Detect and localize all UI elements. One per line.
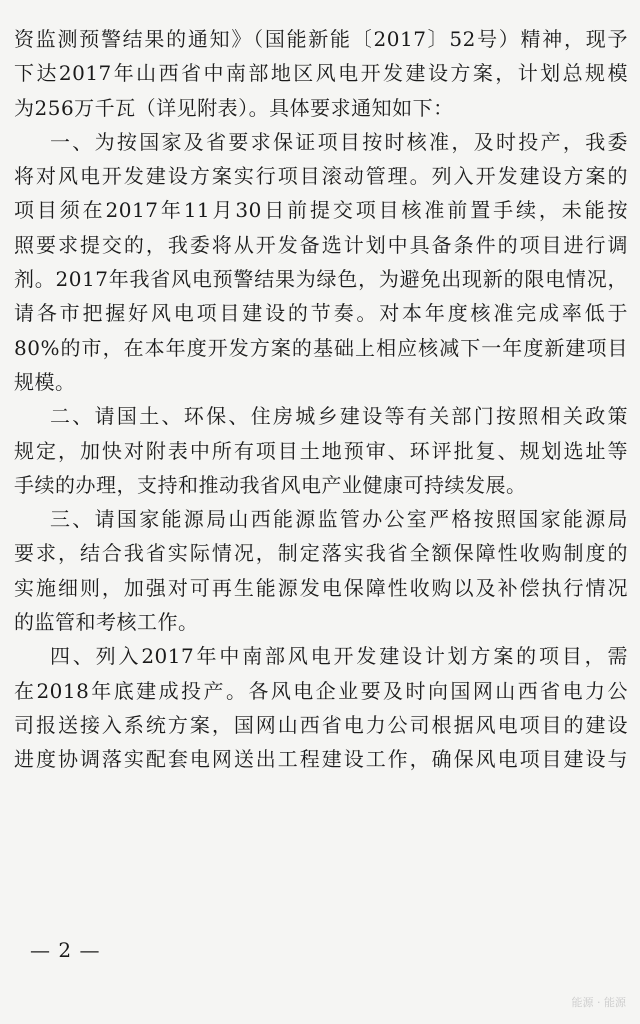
paragraph-1-line-3: 项目须在2017年11月30日前提交项目核准前置手续，未能按 [14,198,628,223]
paragraph-1-line-8: 规模。 [14,369,76,394]
paragraph-2-line-1: 二、请国土、环保、住房城乡建设等有关部门按照相关政策 [50,404,628,429]
paragraph-2-line-2: 规定，加快对附表中所有项目土地预审、环评批复、规划选址等 [14,438,628,463]
text-line-2: 下达2017年山西省中南部地区风电开发建设方案，计划总规模 [14,61,628,86]
paragraph-1-line-5: 剂。2017年我省风电预警结果为绿色，为避免出现新的限电情况， [14,267,628,292]
paragraph-3-line-3: 实施细则，加强对可再生能源发电保障性收购以及补偿执行情况 [14,575,628,600]
paragraph-4-line-2: 在2018年底建成投产。各风电企业要及时向国网山西省电力公 [14,678,628,703]
paragraph-4-line-4: 进度协调落实配套电网送出工程建设工作，确保风电项目建设与 [14,747,628,772]
document-body [14,22,628,777]
paragraph-1-line-1: 一、为按国家及省要求保证项目按时核准，及时投产，我委 [50,129,628,154]
paragraph-2-line-3: 手续的办理，支持和推动我省风电产业健康可持续发展。 [14,472,527,497]
page-number: — 2 — [30,938,101,962]
paragraph-3-line-2: 要求，结合我省实际情况，制定落实我省全额保障性收购制度的 [14,541,628,566]
watermark: 能源 · 能源 [571,996,626,1009]
paragraph-4-line-1: 四、列入2017年中南部风电开发建设计划方案的项目，需 [50,644,628,669]
paragraph-3-line-4: 的监管和考核工作。 [14,610,199,635]
paragraph-1-line-6: 请各市把握好风电项目建设的节奏。对本年度核准完成率低于 [14,301,628,326]
paragraph-1-line-4: 照要求提交的，我委将从开发备选计划中具备条件的项目进行调 [14,232,628,257]
paragraph-1-line-2: 将对风电开发建设方案实行项目滚动管理。列入开发建设方案的 [14,164,628,189]
text-line-3: 为256万千瓦（详见附表）。具体要求通知如下： [14,95,454,120]
paragraph-4-line-3: 司报送接入系统方案，国网山西省电力公司根据风电项目的建设 [14,712,628,737]
paragraph-3-line-1: 三、请国家能源局山西能源监管办公室严格按照国家能源局 [50,507,628,532]
paragraph-1-line-7: 80%的市，在本年度开发方案的基础上相应核减下一年度新建项目 [14,335,628,360]
text-line-1: 资监测预警结果的通知》（国能新能〔2017〕52号）精神，现予 [14,27,628,51]
